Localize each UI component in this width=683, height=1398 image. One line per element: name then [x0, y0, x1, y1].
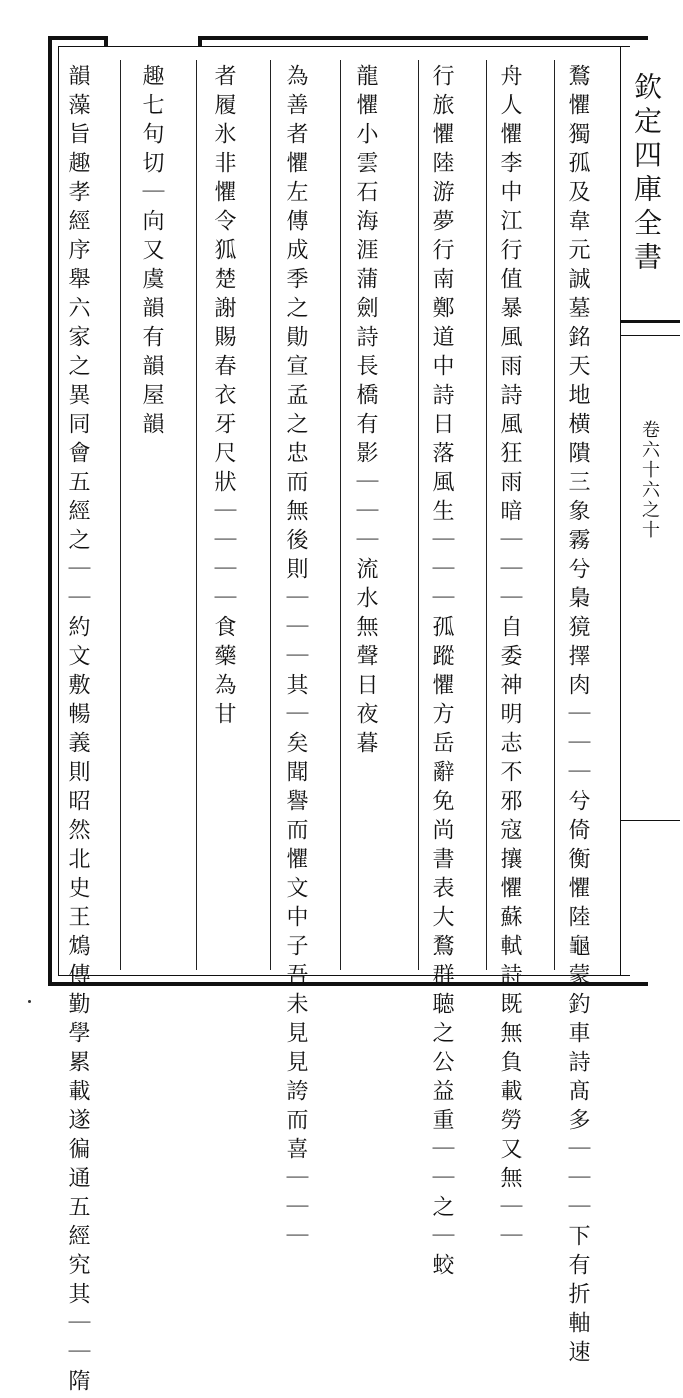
- text-column-8: 韻藻旨趣孝經序舉六家之異同會五經之｜｜約文敷暢義則昭然北史王鴆傳勤學累載遂徧通五經究其｜｜隋: [65, 64, 90, 1398]
- stray-mark: [28, 1000, 31, 1003]
- page-tab-ear: [104, 36, 202, 46]
- text-column-2: 舟人懼李中江行值暴風雨詩風狂雨暗｜｜｜自委神明志不邪寇攘懼蘇軾詩既無負載勞又無｜｜: [497, 64, 522, 1253]
- fish-tail-bottom: [620, 820, 680, 833]
- text-column-4: 龍懼小雲石海涯蒲劍詩長橋有影｜｜｜流水無聲日夜暮: [353, 64, 378, 760]
- column-rule: [554, 60, 555, 970]
- column-rule: [120, 60, 121, 970]
- text-column-7: 趣七句切｜向又虞韻有韻屋韻: [139, 64, 164, 441]
- volume-label: 卷六十六之十: [639, 420, 660, 540]
- text-column-5: 為善者懼左傳成季之勛宣孟之忠而無後則｜｜｜其｜矣聞譽而懼文中子吾未見見誇而喜｜｜｜: [283, 64, 308, 1253]
- column-rule: [486, 60, 487, 970]
- text-column-6: 者履氷非懼令狐楚謝賜春衣牙尺狀｜｜｜｜食藥為甘: [211, 64, 236, 731]
- column-rule: [270, 60, 271, 970]
- column-rule: [418, 60, 419, 970]
- column-rule: [196, 60, 197, 970]
- fish-tail-top: [620, 320, 680, 336]
- text-column-3: 行旅懼陸游夢行南鄭道中詩日落風生｜｜｜孤蹤懼方岳辭免尚書表大鶩群聴之公益重｜｜之｜蛟: [429, 64, 454, 1282]
- column-rule: [340, 60, 341, 970]
- text-column-1: 鶩懼獨孤及韋元誠墓銘天地横隤三象霧兮梟獍擇肉｜｜｜兮倚衡懼陸龜蒙釣車詩髙多｜｜｜下有折軸速: [565, 64, 590, 1369]
- book-title: 欽定四庫全書: [630, 72, 663, 276]
